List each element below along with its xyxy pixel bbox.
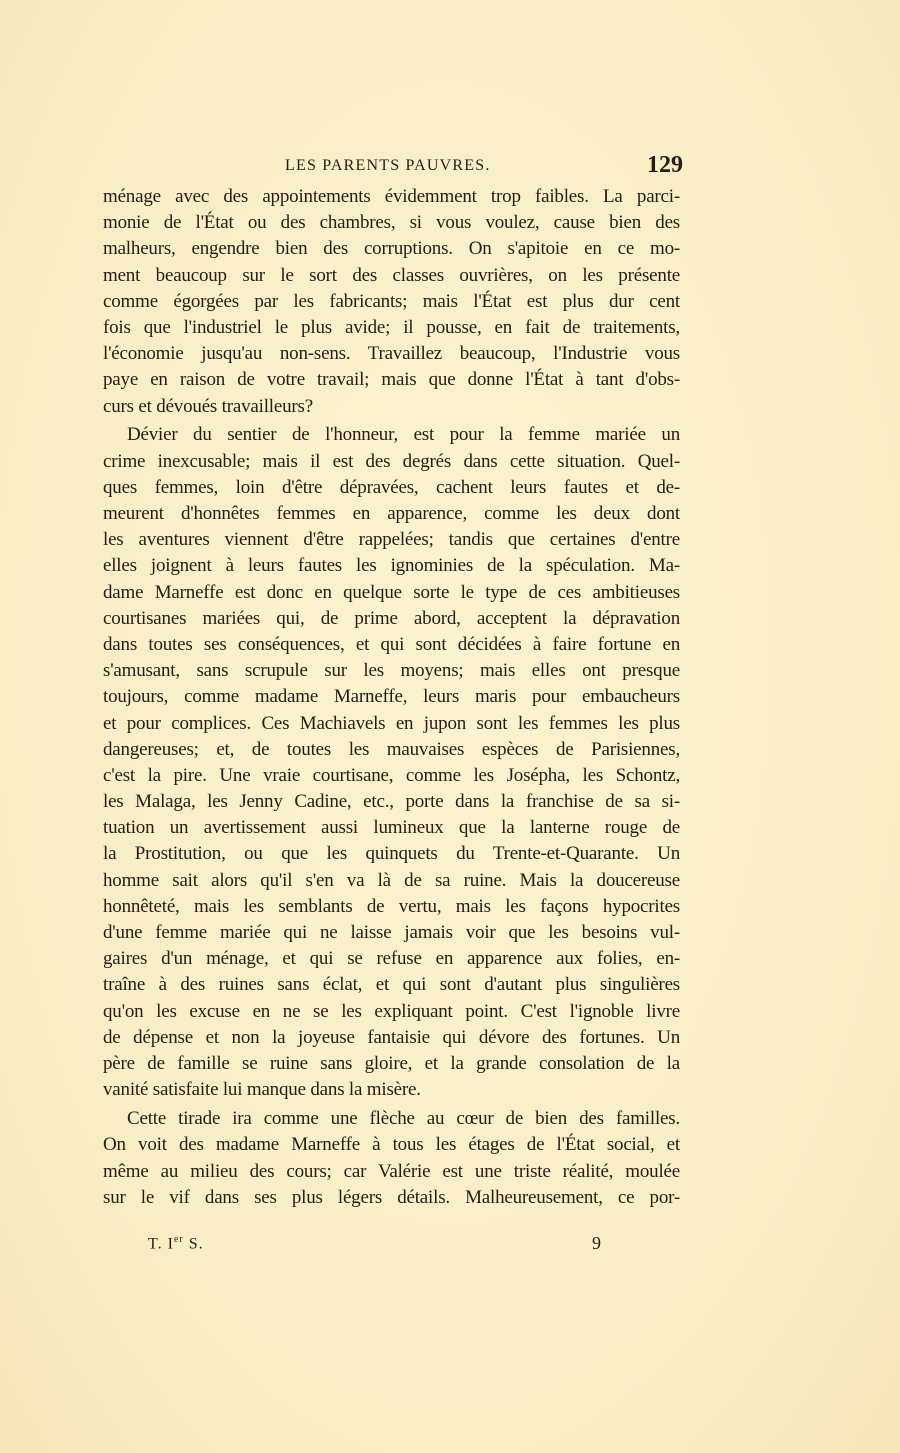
text-line: dame Marneffe est donc en quelque sorte le type de ces ambitieuses (103, 581, 680, 603)
text-line: comme égorgées par les fabricants; mais l'État est plus dur cent (103, 290, 680, 312)
text-line: curs et dévoués travailleurs? (103, 395, 313, 417)
signature-mark (148, 1234, 204, 1253)
paragraph (103, 184, 680, 420)
text-line: elles joignent à leurs fautes les ignominies de la spéculation. Ma- (103, 555, 680, 577)
text-line: la Prostitution, ou que les quinquets du Trente-et-Quarante. Un (103, 843, 680, 865)
text-line: père de famille se ruine sans gloire, et la grande consolation de la (103, 1052, 680, 1074)
text-line: vanité satisfaite lui manque dans la misère. (103, 1079, 421, 1101)
text-line: courtisanes mariées qui, de prime abord, acceptent la dépravation (103, 607, 680, 629)
text-line: les aventures viennent d'être rappelées; tandis que certaines d'entre (103, 529, 680, 551)
text-line: d'une femme mariée qui ne laisse jamais voir que les besoins vul- (103, 922, 680, 944)
text-line: sur le vif dans ses plus légers détails. Malheureusement, ce por- (103, 1186, 680, 1208)
text-line: s'amusant, sans scrupule sur les moyens; mais elles ont presque (103, 660, 680, 682)
text-line: c'est la pire. Une vraie courtisane, comme les Josépha, les Schontz, (103, 764, 680, 786)
page-header (103, 152, 683, 183)
text-line: dangereuses; et, de toutes les mauvaises espèces de Parisiennes, (103, 738, 680, 760)
text-line: de dépense et non la joyeuse fantaisie qui dévore des fortunes. Un (103, 1026, 680, 1048)
signature-number: 9 (592, 1233, 601, 1253)
text-line: monie de l'État ou des chambres, si vous voulez, cause bien des (103, 212, 680, 234)
text-line: paye en raison de votre travail; mais que donne l'État à tant d'obs- (103, 369, 680, 391)
text-line: honnêteté, mais les semblants de vertu, mais les façons hypocrites (103, 895, 680, 917)
signature-sup: er (173, 1234, 184, 1245)
body-text (103, 184, 680, 1211)
signature-suffix: S. (183, 1235, 204, 1253)
page-number: 129 (647, 152, 683, 178)
text-line: ques femmes, loin d'être dépravées, cachent leurs fautes et de- (103, 476, 680, 498)
text-line: l'économie jusqu'au non-sens. Travaillez beaucoup, l'Industrie vous (103, 343, 680, 365)
text-line: les Malaga, les Jenny Cadine, etc., porte dans la franchise de sa si- (103, 791, 680, 813)
text-line: malheurs, engendre bien des corruptions. On s'apitoie en ce mo- (103, 238, 680, 260)
text-line: ment beaucoup sur le sort des classes ouvrières, on les présente (103, 264, 680, 286)
text-line: gaires d'un ménage, et qui se refuse en apparence aux folies, en- (103, 948, 680, 970)
text-line: qu'on les excuse en ne se les expliquant point. C'est l'ignoble livre (103, 1000, 680, 1022)
signature-prefix: T. I (148, 1235, 174, 1253)
text-line: même au milieu des cours; car Valérie est une triste réalité, moulée (103, 1160, 680, 1182)
text-line: homme sait alors qu'il s'en va là de sa ruine. Mais la doucereuse (103, 869, 680, 891)
text-line: fois que l'industriel le plus avide; il pousse, en fait de traitements, (103, 316, 680, 338)
text-line: ménage avec des appointements évidemment trop faibles. La parci- (103, 186, 680, 207)
paragraph (103, 1106, 680, 1211)
text-line: toujours, comme madame Marneffe, leurs maris pour embaucheurs (103, 686, 680, 708)
running-title: LES PARENTS PAUVRES. (285, 157, 491, 174)
text-line: On voit des madame Marneffe à tous les étages de l'État social, et (103, 1134, 680, 1156)
text-line: dans toutes ses conséquences, et qui sont décidées à faire fortune en (103, 633, 680, 655)
text-line: tuation un avertissement aussi lumineux que la lanterne rouge de (103, 817, 680, 839)
text-line: Cette tirade ira comme une flèche au cœur de bien des familles. (127, 1108, 680, 1130)
text-line: crime inexcusable; mais il est des degrés dans cette situation. Quel- (103, 450, 680, 472)
text-line: traîne à des ruines sans éclat, et qui sont d'autant plus singulières (103, 974, 680, 996)
text-line: Dévier du sentier de l'honneur, est pour la femme mariée un (127, 424, 680, 446)
text-line: et pour complices. Ces Machiavels en jupon sont les femmes les plus (103, 712, 680, 734)
text-line: meurent d'honnêtes femmes en apparence, comme les deux dont (103, 503, 680, 525)
paragraph (103, 422, 680, 1103)
